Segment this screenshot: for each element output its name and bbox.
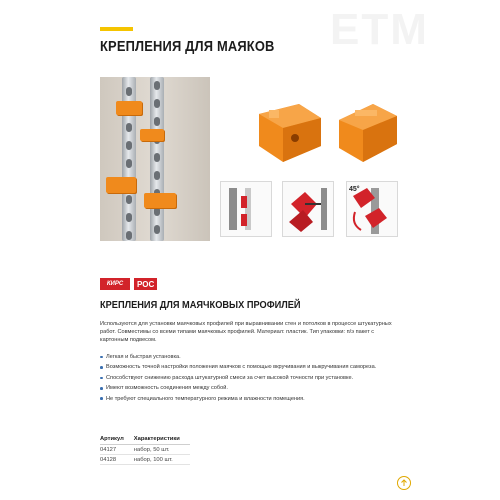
table-cell: 04128	[100, 455, 134, 465]
title-accent-bar	[100, 27, 133, 31]
table-row	[100, 445, 190, 455]
scroll-up-button[interactable]	[397, 476, 411, 490]
table-cell: набор, 50 шт.	[134, 445, 190, 455]
list-item: Легкая и быстрая установка.	[100, 352, 410, 362]
clip-image	[140, 129, 164, 141]
list-item: Имеют возможность соединения между собой.	[100, 383, 410, 393]
clip-image	[116, 101, 142, 115]
clip-product-image	[333, 100, 403, 168]
clip-image	[144, 193, 176, 208]
table-header-row	[100, 436, 190, 445]
diagram-panel	[346, 181, 398, 237]
page-title: КРЕПЛЕНИЯ ДЛЯ МАЯКОВ	[100, 38, 275, 55]
diagram-panel	[282, 181, 334, 237]
product-description: Используются для установки маячковых профилей при выравнивании стен и потолков в процессе штукатурных работ. Совместимы со всеми типами маячковых профилей. Материал: пластик. Тип упаковки: п/э пакет с картонным подвесом.	[100, 321, 392, 343]
list-item: Не требуют специального температурного режима и влажности помещения.	[100, 394, 410, 404]
table-cell: набор, 100 шт.	[134, 455, 190, 465]
diagram-panel	[220, 181, 272, 237]
table-row	[100, 455, 190, 465]
brand-logos	[100, 278, 157, 290]
column-header: Артикул	[100, 436, 134, 445]
column-header: Характеристики	[134, 436, 190, 445]
beacon-profile-rail	[150, 77, 164, 241]
clip-product-image	[255, 100, 325, 168]
list-item: Способствуют снижению расхода штукатурной смеси за счет высокой точности при установке.	[100, 373, 410, 383]
product-title: КРЕПЛЕНИЯ ДЛЯ МАЯЧКОВЫХ ПРОФИЛЕЙ	[100, 299, 301, 311]
feature-list	[100, 352, 410, 404]
ros-badge: РОС	[134, 278, 157, 290]
table-cell: 04127	[100, 445, 134, 455]
arrow-up-icon	[400, 479, 408, 487]
watermark-logo: ETM	[330, 5, 429, 54]
list-item: Возможность точной настройки положения маячков с помощью вкручивания и выкручивания самореза.	[100, 362, 410, 372]
angle-label: 45°	[349, 186, 360, 193]
installation-photo	[100, 77, 210, 241]
kirs-logo: КИРС	[100, 278, 130, 290]
clip-image	[106, 177, 136, 193]
spec-table	[100, 436, 190, 465]
